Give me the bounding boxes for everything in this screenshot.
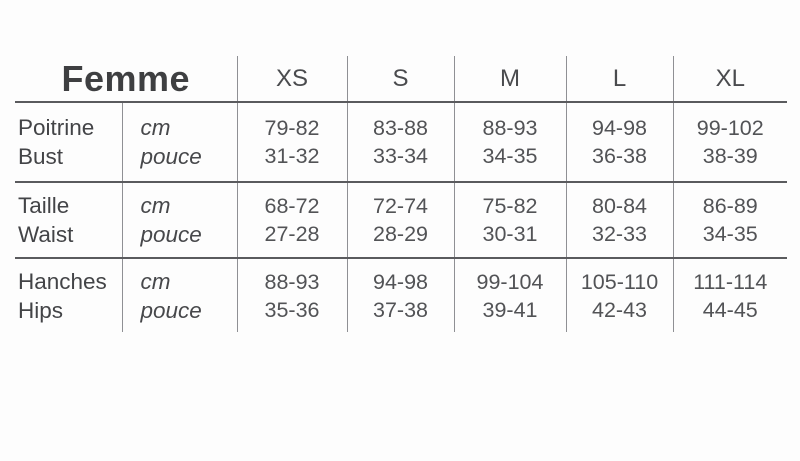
value-cm: 88-93 — [264, 269, 320, 294]
unit-pouce-label: pouce — [140, 297, 202, 323]
value-pouce: 38-39 — [702, 144, 758, 168]
value-cm: 80-84 — [592, 194, 647, 218]
value-cm: 111-114 — [693, 269, 768, 294]
value-pouce: 28-29 — [373, 222, 428, 246]
value-cell-hips-m — [454, 258, 566, 332]
table-row-bust — [15, 102, 787, 182]
size-header-s: S — [347, 56, 454, 102]
row-label-bust — [15, 102, 122, 182]
value-pouce: 35-36 — [264, 297, 320, 322]
value-cell-hips-s — [347, 258, 454, 332]
value-pouce: 34-35 — [482, 144, 538, 168]
value-cell-bust-m — [454, 102, 566, 182]
value-cell-bust-xs — [237, 102, 347, 182]
unit-cm-label: cm — [140, 268, 171, 294]
row-label-en: Hips — [18, 297, 64, 323]
value-pouce: 39-41 — [482, 297, 538, 322]
value-cell-waist-s — [347, 182, 454, 258]
row-label-en: Bust — [18, 144, 64, 169]
value-cm: 99-102 — [696, 116, 764, 140]
size-header-xl: XL — [673, 56, 787, 102]
value-cm: 94-98 — [592, 116, 647, 140]
unit-cm-label: cm — [140, 115, 171, 140]
header-row — [15, 56, 787, 102]
value-cm: 79-82 — [264, 116, 320, 140]
unit-pouce-label: pouce — [140, 144, 202, 169]
size-header-m: M — [454, 56, 566, 102]
value-pouce: 27-28 — [264, 222, 320, 246]
value-pouce: 44-45 — [702, 297, 758, 322]
unit-pouce-label: pouce — [140, 222, 202, 247]
value-cell-bust-l — [566, 102, 673, 182]
value-cm: 86-89 — [702, 194, 758, 218]
value-pouce: 36-38 — [592, 144, 647, 168]
value-cell-hips-xl — [673, 258, 787, 332]
value-cm: 68-72 — [264, 194, 320, 218]
value-pouce: 30-31 — [482, 222, 538, 246]
value-pouce: 37-38 — [373, 297, 428, 322]
value-pouce: 32-33 — [592, 222, 647, 246]
value-cm: 105-110 — [580, 269, 659, 294]
value-cell-bust-xl — [673, 102, 787, 182]
value-cm: 88-93 — [482, 116, 538, 140]
table-row-waist — [15, 182, 787, 258]
value-cm: 99-104 — [476, 269, 544, 294]
value-cm: 75-82 — [482, 194, 538, 218]
row-label-waist — [15, 182, 122, 258]
value-cm: 83-88 — [373, 116, 428, 140]
row-label-fr: Taille — [18, 193, 70, 218]
size-header-l: L — [566, 56, 673, 102]
value-cell-hips-xs — [237, 258, 347, 332]
value-pouce: 42-43 — [592, 297, 647, 322]
size-chart-page — [0, 56, 800, 461]
value-cell-bust-s — [347, 102, 454, 182]
value-cell-hips-l — [566, 258, 673, 332]
unit-cell-waist — [122, 182, 237, 258]
value-pouce: 34-35 — [702, 222, 758, 246]
value-cell-waist-l — [566, 182, 673, 258]
row-label-fr: Hanches — [18, 268, 107, 294]
value-pouce: 33-34 — [373, 144, 428, 168]
value-cell-waist-xs — [237, 182, 347, 258]
unit-cell-bust — [122, 102, 237, 182]
size-header-xs: XS — [237, 56, 347, 102]
unit-cell-hips — [122, 258, 237, 332]
table-row-hips — [15, 258, 787, 332]
value-cell-waist-m — [454, 182, 566, 258]
value-cm: 94-98 — [373, 269, 428, 294]
value-pouce: 31-32 — [264, 144, 320, 168]
size-chart-table — [15, 56, 787, 332]
chart-title: Femme — [61, 57, 191, 99]
row-label-hips — [15, 258, 122, 332]
row-label-en: Waist — [18, 222, 74, 247]
value-cell-waist-xl — [673, 182, 787, 258]
row-label-fr: Poitrine — [18, 115, 95, 140]
value-cm: 72-74 — [373, 194, 428, 218]
unit-cm-label: cm — [140, 193, 171, 218]
